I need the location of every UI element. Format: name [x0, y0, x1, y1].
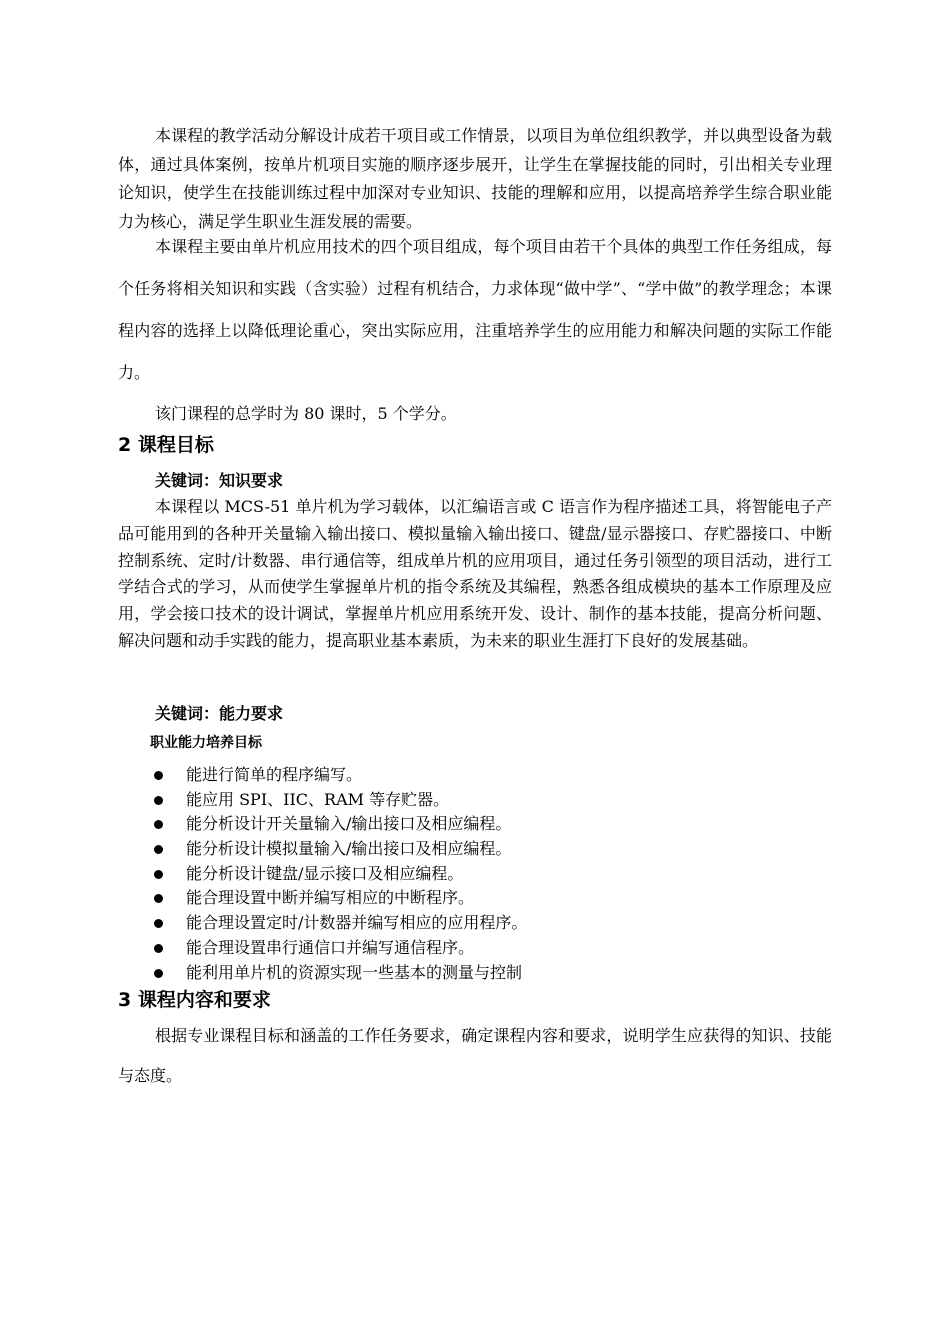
- list-item-text: 能合理设置定时/计数器并编写相应的应用程序。: [186, 913, 528, 933]
- section-3-body: 根据专业课程目标和涵盖的工作任务要求，确定课程内容和要求，说明学生应获得的知识、技能与态度。: [118, 1026, 832, 1085]
- list-item-text: 能合理设置串行通信口并编写通信程序。: [186, 937, 475, 957]
- section-2-body: 本课程以 MCS-51 单片机为学习载体，以汇编语言或 C 语言作为程序描述工具，将智能电子产品可能用到的各种开关量输入输出接口、模拟量输入输出接口、键盘/显示器接口、存贮器接口、中断控制系统、定时/计数器、串行通信等，组成单片机的应用项目，通过任务引领型的项目活动，进行工学结合式的学习，从而使学生掌握单片机的指令系统及其编程，熟悉各组成模块的基本工作原理及应用，学会接口技术的设计调试，掌握单片机应用系统开发、设计、制作的基本技能，提高分析问题、解决问题和动手实践的能力，提高职业基本素质，为未来的职业生涯打下良好的发展基础。: [118, 497, 832, 650]
- list-item-text: 能应用 SPI、IIC、RAM 等存贮器。: [186, 789, 450, 809]
- list-item: [150, 812, 527, 837]
- section-3-heading: 3 课程内容和要求: [118, 989, 271, 1011]
- bullet-icon: [154, 845, 163, 854]
- list-item-text: 能分析设计键盘/显示接口及相应编程。: [186, 863, 464, 883]
- section-2-heading: 2 课程目标: [118, 434, 214, 456]
- keyword-ability: 关键词：能力要求: [155, 704, 284, 723]
- list-item: [150, 961, 527, 986]
- bullet-icon: [154, 894, 163, 903]
- bullet-icon: [154, 944, 163, 953]
- list-item: [150, 936, 527, 961]
- ability-list: [150, 763, 527, 985]
- list-item: [150, 763, 527, 788]
- list-item-text: 能分析设计模拟量输入/输出接口及相应编程。: [186, 839, 512, 859]
- list-item: [150, 862, 527, 887]
- list-item: [150, 788, 527, 813]
- list-item-text: 能利用单片机的资源实现一些基本的测量与控制: [186, 962, 523, 982]
- bullet-icon: [154, 771, 163, 780]
- bullet-icon: [154, 919, 163, 928]
- bullet-icon: [154, 796, 163, 805]
- intro-paragraph-2: 本课程主要由单片机应用技术的四个项目组成，每个项目由若干个具体的典型工作任务组成，每个任务将相关知识和实践（含实验）过程有机结合，力求体现“做中学”、“学中做”的教学理念；本课程内容的选择上以降低理论重心，突出实际应用，注重培养学生的应用能力和解决问题的实际工作能力。: [118, 237, 832, 382]
- bullet-icon: [154, 820, 163, 829]
- bullet-icon: [154, 969, 163, 978]
- intro-paragraph-3: 该门课程的总学时为 80 课时，5 个学分。: [155, 404, 457, 423]
- list-item-text: 能合理设置中断并编写相应的中断程序。: [186, 888, 475, 908]
- ability-subheading: 职业能力培养目标: [150, 735, 262, 751]
- keyword-knowledge: 关键词：知识要求: [155, 471, 284, 490]
- list-item-text: 能分析设计开关量输入/输出接口及相应编程。: [186, 814, 512, 834]
- list-item: [150, 886, 527, 911]
- bullet-icon: [154, 870, 163, 879]
- list-item: [150, 911, 527, 936]
- list-item-text: 能进行简单的程序编写。: [186, 765, 363, 784]
- intro-paragraph-1: 本课程的教学活动分解设计成若干项目或工作情景，以项目为单位组织教学，并以典型设备为载体，通过具体案例，按单片机项目实施的顺序逐步展开，让学生在掌握技能的同时，引出相关专业理论知识，使学生在技能训练过程中加深对专业知识、技能的理解和应用，以提高培养学生综合职业能力为核心，满足学生职业生涯发展的需要。: [118, 126, 832, 231]
- list-item: [150, 837, 527, 862]
